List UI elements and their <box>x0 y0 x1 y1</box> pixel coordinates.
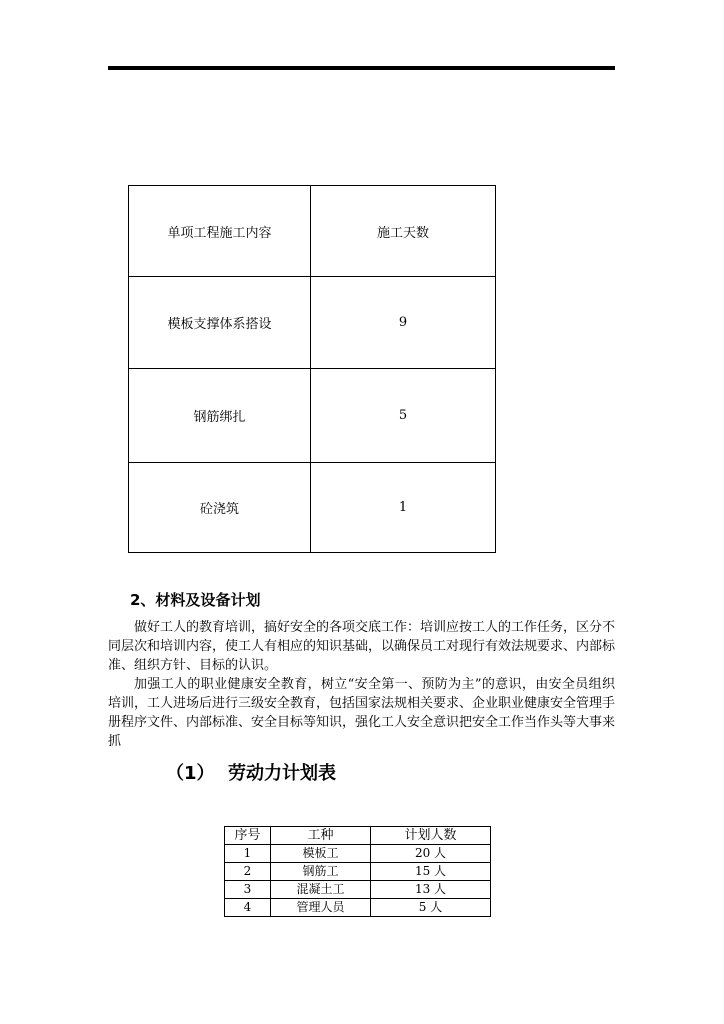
table-header-row <box>225 827 491 845</box>
labor-plan-table <box>224 826 491 917</box>
construction-schedule-table <box>128 185 496 553</box>
table-cell: 1 <box>311 463 496 553</box>
section-heading: 2、材料及设备计划 <box>130 591 261 609</box>
table-row <box>225 899 491 917</box>
table-row <box>129 369 496 463</box>
subsection-number: （1） <box>166 763 215 784</box>
table-cell: 砼浇筑 <box>129 463 311 553</box>
header-cell: 施工天数 <box>311 186 496 277</box>
table-row <box>129 277 496 369</box>
table-cell: 4 <box>225 899 271 917</box>
subsection-title: 劳动力计划表 <box>228 763 336 784</box>
table-cell: 15 人 <box>371 863 491 881</box>
table-cell: 混凝土工 <box>271 881 371 899</box>
body-paragraph: 做好工人的教育培训，搞好安全的各项交底工作：培训应按工人的工作任务，区分不同层次和培训内容，使工人有相应的知识基础，以确保员工对现行有效法规要求、内部标准、组织方针、目标的认识。 <box>108 620 616 673</box>
table-cell: 3 <box>225 881 271 899</box>
table-row <box>225 881 491 899</box>
table-cell: 管理人员 <box>271 899 371 917</box>
body-paragraph: 加强工人的职业健康安全教育，树立“安全第一、预防为主”的意识，由安全员组织培训，工人进场后进行三级安全教育，包括国家法规相关要求、企业职业健康安全管理手册程序文件、内部标准、安全目标等知识，强化工人安全意识把安全工作当作头等大事来抓 <box>108 677 616 749</box>
table-cell: 20 人 <box>371 845 491 863</box>
header-cell: 工种 <box>271 827 371 845</box>
table-cell: 13 人 <box>371 881 491 899</box>
table-cell: 9 <box>311 277 496 369</box>
header-cell: 计划人数 <box>371 827 491 845</box>
table-header-row <box>129 186 496 277</box>
header-cell: 序号 <box>225 827 271 845</box>
table-cell: 5 <box>311 369 496 463</box>
table-cell: 模板工 <box>271 845 371 863</box>
table-cell: 1 <box>225 845 271 863</box>
table-cell: 钢筋绑扎 <box>129 369 311 463</box>
table-row <box>225 863 491 881</box>
table-cell: 5 人 <box>371 899 491 917</box>
header-cell: 单项工程施工内容 <box>129 186 311 277</box>
table-row <box>129 463 496 553</box>
table-cell: 钢筋工 <box>271 863 371 881</box>
table-cell: 2 <box>225 863 271 881</box>
table-cell: 模板支撑体系搭设 <box>129 277 311 369</box>
table-row <box>225 845 491 863</box>
header-rule <box>108 66 615 70</box>
